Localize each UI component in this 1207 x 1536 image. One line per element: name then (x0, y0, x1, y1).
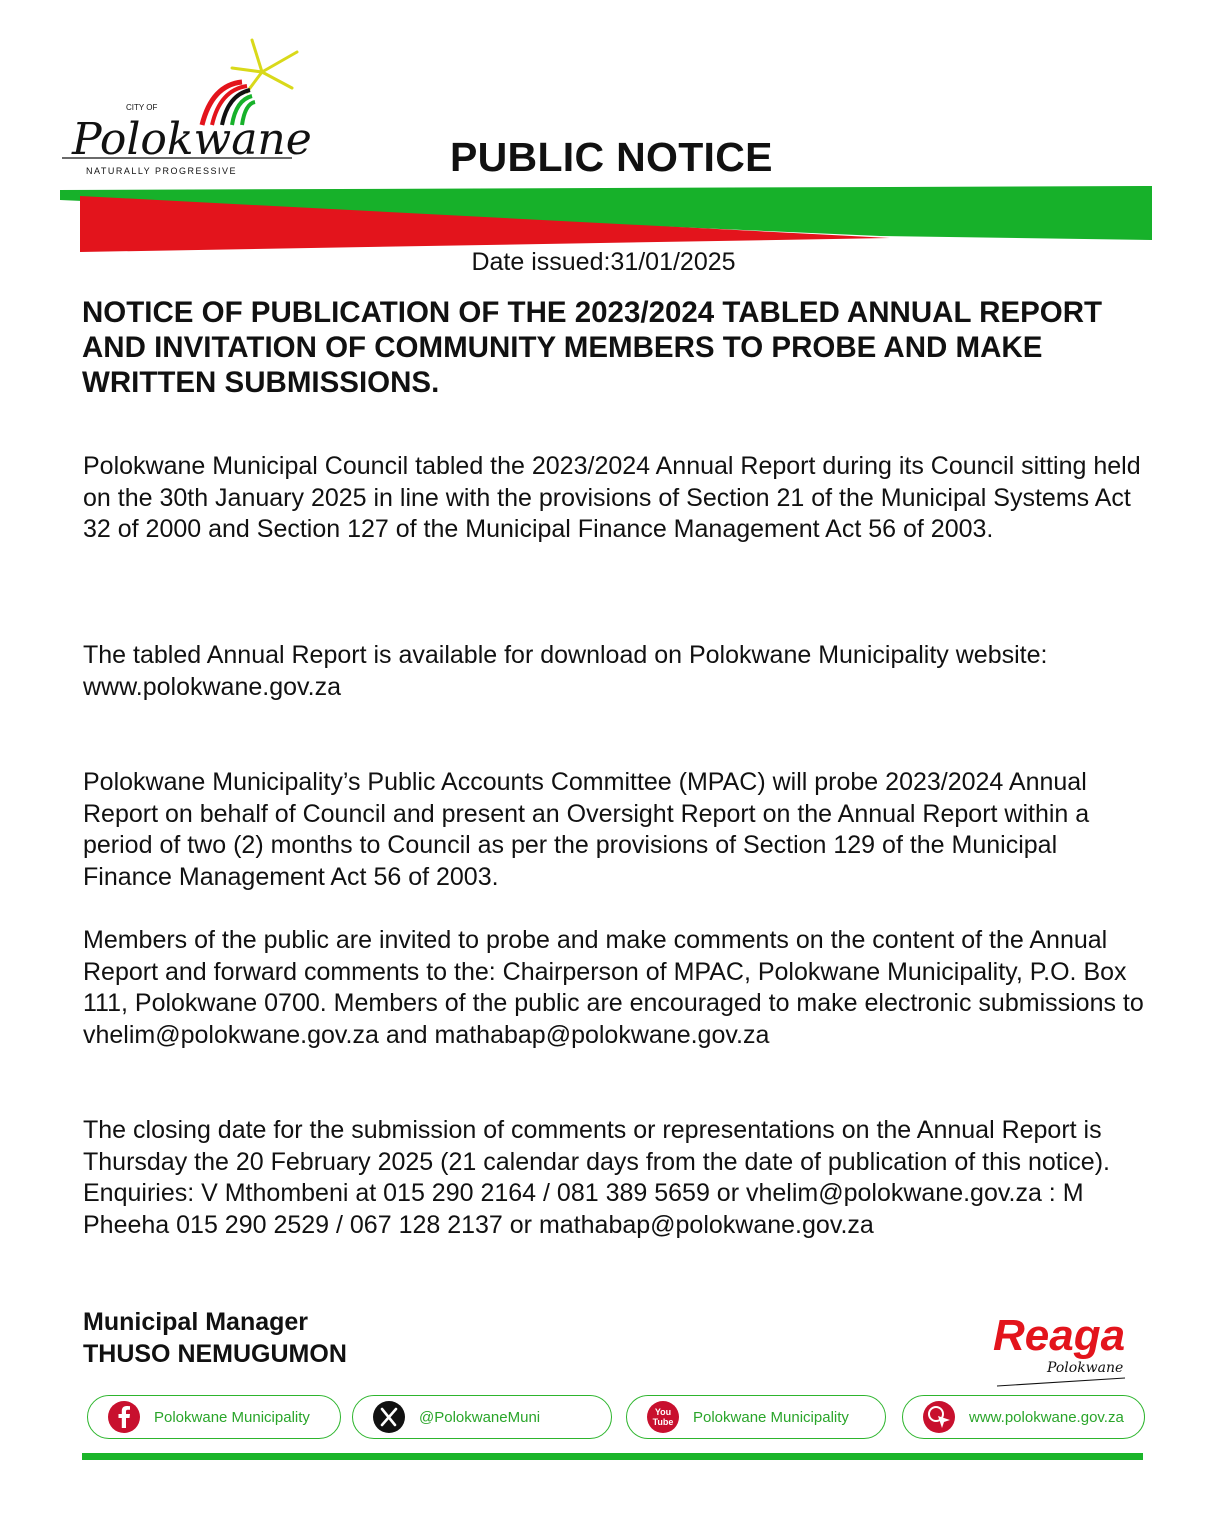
web-cursor-icon (921, 1399, 957, 1435)
reaga-polokwane-logo (985, 1300, 1155, 1390)
notice-heading: NOTICE OF PUBLICATION OF THE 2023/2024 TABLED ANNUAL REPORT AND INVITATION OF COMMUNITY MEMBERS TO PROBE AND MAKE WRITTEN SUBMISSIONS. (82, 296, 1103, 399)
x-icon (371, 1399, 407, 1435)
x-label: @PolokwaneMuni (419, 1408, 541, 1426)
logo-name: Polokwane (72, 114, 312, 165)
signature-block (83, 1306, 347, 1370)
paragraph-download: The tabled Annual Report is available for download on Polokwane Municipality website: www.polokwane.gov.za (83, 641, 1048, 701)
x-link[interactable] (352, 1395, 612, 1439)
logo-tagline: NATURALLY PROGRESSIVE (86, 166, 238, 176)
facebook-link[interactable] (87, 1395, 341, 1439)
header-banner (60, 182, 1152, 256)
youtube-link[interactable] (626, 1395, 886, 1439)
page-title: PUBLIC NOTICE (450, 134, 773, 180)
footer-divider (82, 1453, 1143, 1460)
paragraph-tabling: Polokwane Municipal Council tabled the 2023/2024 Annual Report during its Council sitting held on the 30th January 2025 in line with the provisions of Section 21 of the Municipal Systems Act 32 of 2000 and Section 127 of the Municipal Finance Management Act 56 of 2003. (83, 452, 1141, 544)
reaga-sub: Polokwane (1047, 1360, 1124, 1376)
signature-role: Municipal Manager (83, 1308, 309, 1336)
logo-city-of: CITY OF (126, 103, 158, 112)
youtube-label: Polokwane Municipality (693, 1408, 849, 1426)
website-link[interactable] (902, 1395, 1145, 1439)
facebook-label: Polokwane Municipality (154, 1408, 310, 1426)
date-issued: Date issued:31/01/2025 (471, 248, 736, 276)
signature-name: THUSO NEMUGUMON (83, 1340, 347, 1368)
paragraph-closing-date: The closing date for the submission of comments or representations on the Annual Report is Thursday the 20 February 2025 (21 calendar days from the date of publication of this notice). Enquiries: V Mthombeni at 015 290 2164 / 081 389 5659 or vhelim@polokwane.gov.za : M Pheeha 015 290 2529 / 067 128 2137 or mathabap@polokwane.gov.za (83, 1116, 1110, 1239)
reaga-word: Reaga (993, 1311, 1126, 1360)
svg-text:You: You (654, 1407, 672, 1417)
youtube-icon (645, 1399, 681, 1435)
website-label: www.polokwane.gov.za (969, 1408, 1124, 1426)
facebook-icon (106, 1399, 142, 1435)
svg-text:Tube: Tube (652, 1417, 674, 1427)
paragraph-mpac: Polokwane Municipality’s Public Accounts Committee (MPAC) will probe 2023/2024 Annual Report on behalf of Council and present an Oversight Report on the Annual Report within a period of two (2) months to Council as per the provisions of Section 129 of the Municipal Finance Management Act 56 of 2003. (83, 768, 1090, 891)
paragraph-submissions: Members of the public are invited to probe and make comments on the content of the Annual Report and forward comments to the: Chairperson of MPAC, Polokwane Municipality, P.O. Box 111, Polokwane 0700. Members of the public are encouraged to make electronic submissions to vhelim@polokwane.gov.za and mathabap@polokwane.gov.za (83, 926, 1144, 1049)
polokwane-logo (52, 30, 312, 180)
